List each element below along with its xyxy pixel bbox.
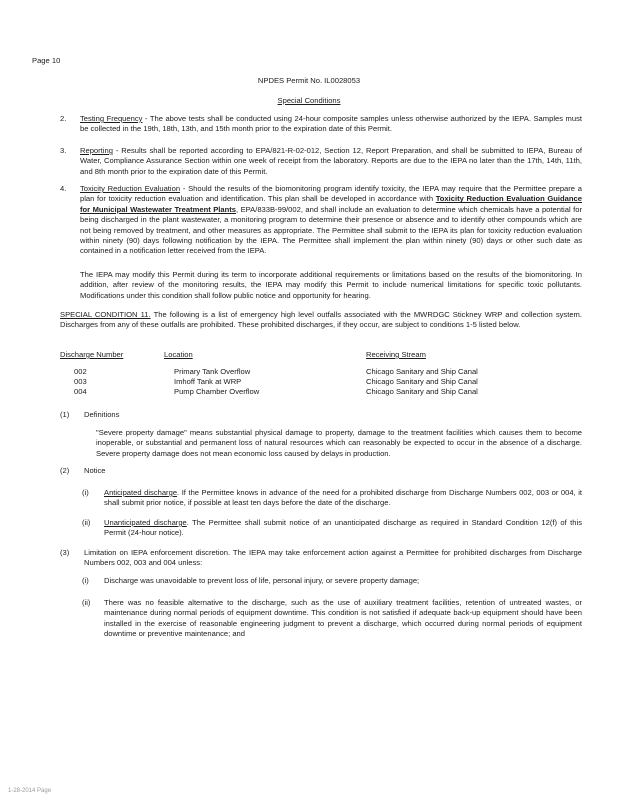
item-4-number: 4. [60, 184, 67, 193]
item-3-reporting: Reporting - Results shall be reported according to EPA/821-R-02-012, Section 12, Report Preparation, and shall be submitted to IEPA, Bureau of Water, Compliance Assurance Section within one week of receipt from the laboratory. Reports are due to the IEPA no later than the 17th, 14th, 11th, and 8th month prior to the expiration date of this Permit. [80, 146, 582, 176]
table-cell: 003 [74, 377, 87, 386]
definitions-title: Definitions [84, 410, 120, 419]
table-cell: Chicago Sanitary and Ship Canal [366, 387, 478, 396]
modify-paragraph: The IEPA may modify this Permit during its term to incorporate additional requirements or limitations based on the results of the biomonitoring. In addition, after review of the monitoring results, the IEPA may modify this Permit to include numerical limitations for specific toxic pollutants. Modifications under this condition shall follow public notice and opportunity for hearing. [80, 270, 582, 300]
section-title: Special Conditions [277, 96, 341, 105]
notice-i-number: (i) [82, 488, 89, 497]
limitation-text: Limitation on IEPA enforcement discretion. The IEPA may take enforcement action against a Permittee for prohibited discharges from Discharge Numbers 002, 003 and 004 unless: [84, 548, 582, 568]
column-header: Receiving Stream [366, 350, 426, 359]
notice-unanticipated-discharge: Unanticipated discharge. The Permittee shall submit notice of an unanticipated discharge as required in Standard Condition 12(f) of this Permit (24-hour notice). [104, 518, 582, 538]
item-2-testing-frequency: Testing Frequency - The above tests shall be conducted using 24-hour composite samples unless otherwise authorized by the IEPA. Samples must be collected in the 19th, 18th, 13th, and 15th month prior to the expiration date of this Permit. [80, 114, 582, 134]
scan-footer-mark: 1-28-2014 Page [8, 788, 52, 794]
limitation-i-number: (i) [82, 576, 89, 585]
limitation-no-alternative: There was no feasible alternative to the discharge, such as the use of auxiliary treatment facilities, retention of untreated wastes, or maintenance during normal periods of equipment downtime. This condition is not satisfied if adequate back-up equipment should have been installed in the exercise of reasonable engineering judgment to prevent a discharge, which occurred during normal periods of equipment downtime or preventive maintenance; and [104, 598, 582, 639]
permit-title: NPDES Permit No. IL0028053 [257, 76, 361, 85]
table-cell: Primary Tank Overflow [174, 367, 251, 376]
definitions-number: (1) [60, 410, 70, 419]
table-cell: 004 [74, 387, 87, 396]
notice-ii-number: (ii) [82, 518, 91, 527]
limitation-unavoidable: Discharge was unavoidable to prevent loss of life, personal injury, or severe property damage; [104, 576, 420, 585]
definitions-text: "Severe property damage" means substantial physical damage to property, damage to the treatment facilities which causes them to become inoperable, or substantial and permanent loss of natural resources which can reasonably be expected to occur in the absence of a discharge. Severe property damage does not mean economic loss caused by delays in production. [96, 428, 582, 458]
notice-anticipated-discharge: Anticipated discharge. If the Permittee knows in advance of the need for a prohibited discharge from Discharge Numbers 002, 003 or 004, it shall submit prior notice, if possible at least ten days before the date of the discharge. [104, 488, 583, 508]
item-3-number: 3. [60, 146, 67, 155]
column-header: Location [164, 350, 193, 359]
table-cell: 002 [74, 367, 87, 376]
outfall-table [60, 350, 582, 406]
page-number: Page 10 [32, 56, 61, 65]
special-condition-11: SPECIAL CONDITION 11. The following is a list of emergency high level outfalls associated with the MWRDGC Stickney WRP and collection system. Discharges from any of these outfalls are prohibited. These prohibited discharges, if they occur, are subject to conditions 1-5 listed below. [60, 310, 582, 330]
table-cell: Chicago Sanitary and Ship Canal [366, 367, 478, 376]
notice-number: (2) [60, 466, 70, 475]
table-cell: Pump Chamber Overflow [174, 387, 260, 396]
item-2-number: 2. [60, 114, 67, 123]
limitation-number: (3) [60, 548, 70, 557]
limitation-ii-number: (ii) [82, 598, 91, 607]
notice-title: Notice [84, 466, 106, 475]
table-cell: Imhoff Tank at WRP [174, 377, 242, 386]
item-4-toxicity-reduction: Toxicity Reduction Evaluation - Should the results of the biomonitoring program identify toxicity, the IEPA may require that the Permittee prepare a plan for toxicity reduction evaluation and identification. This plan shall be developed in accordance with Toxicity Reduction Evaluation Guidance for Municipal Wastewater Treatment Plants, EPA/833B-99/002, and shall include an evaluation to determine which chemicals have a potential for being discharged in the plant wastewater, a monitoring program to determine their presence or absence and to identify other compounds which are not being removed by treatment, and other measures as appropriate. The Permittee shall submit to the IEPA its plan for toxicity reduction evaluation within ninety (90) days following notification by the IEPA. The Permittee shall implement the plan within ninety (90) days or other such date as contained in a notification letter received from the IEPA. [80, 184, 582, 256]
table-row [60, 387, 582, 398]
column-header: Discharge Number [60, 350, 124, 359]
table-cell: Chicago Sanitary and Ship Canal [366, 377, 478, 386]
table-header [60, 350, 582, 361]
